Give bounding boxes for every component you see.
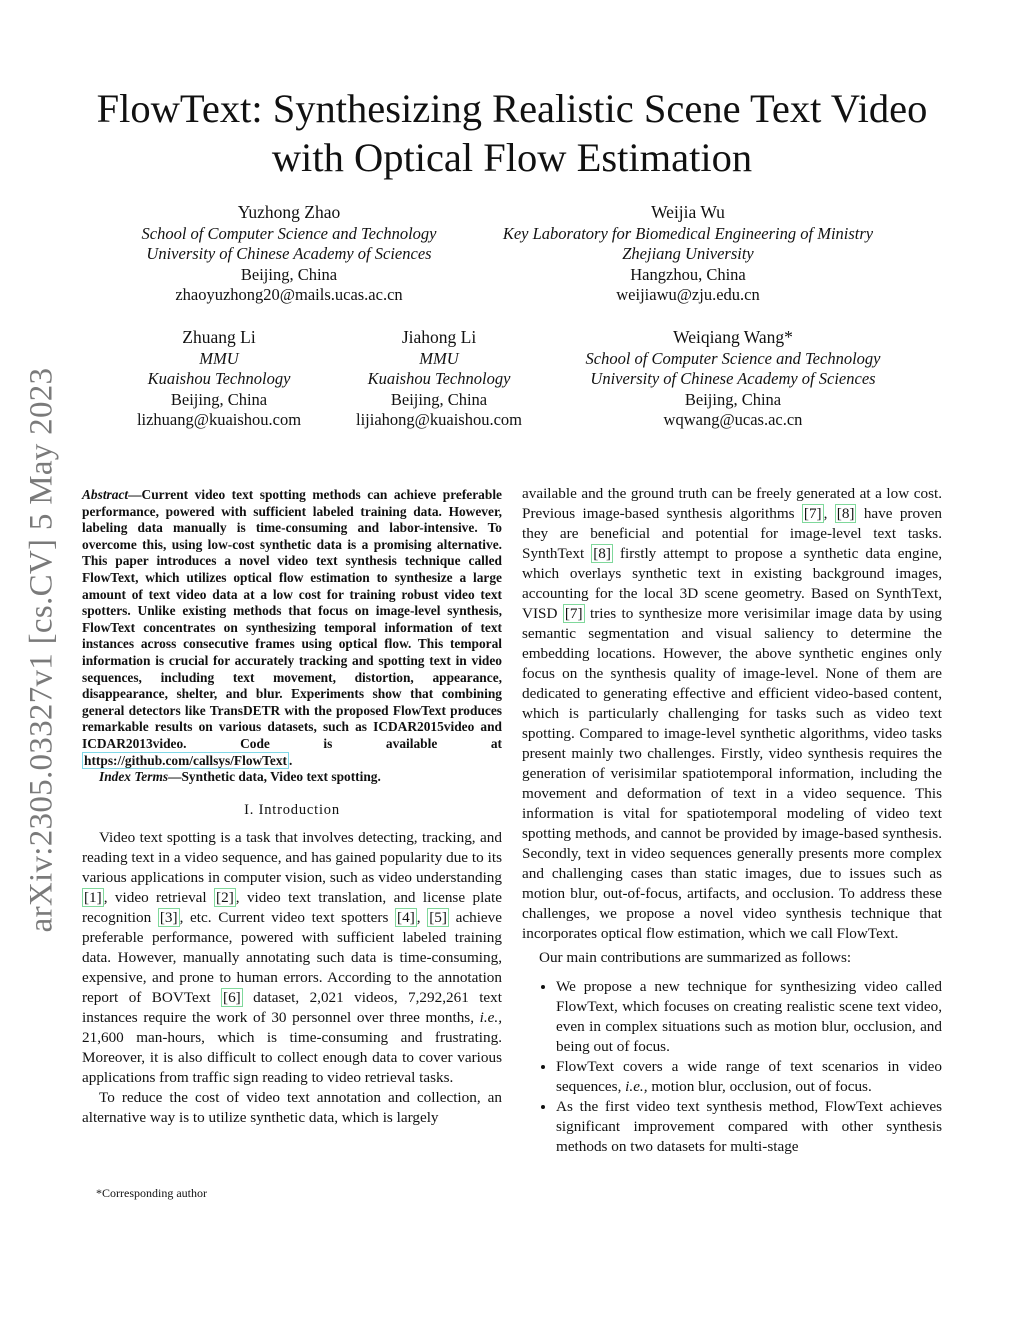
author-block xyxy=(110,202,468,306)
citation-link[interactable]: [3] xyxy=(159,908,178,926)
author-location: Beijing, China xyxy=(390,389,488,409)
text-run: , xyxy=(416,908,428,926)
author-email: weijiawu@zju.edu.cn xyxy=(616,285,760,304)
index-terms xyxy=(82,769,502,786)
author-affiliation: Zhejiang University xyxy=(622,244,754,263)
text-run: motion blur, occlusion, out of focus. xyxy=(647,1078,872,1095)
author-affiliation: MMU xyxy=(199,348,239,368)
right-paragraph-2: Our main contributions are summarized as follows: xyxy=(539,949,852,966)
citation-link[interactable]: [7] xyxy=(803,505,822,522)
author-name: Zhuang Li xyxy=(182,327,256,347)
author-affiliation: School of Computer Science and Technology xyxy=(585,348,881,368)
author-email: lijiahong@kuaishou.com xyxy=(356,410,522,429)
text-run: i.e., xyxy=(479,1008,502,1026)
text-run: i.e., xyxy=(625,1078,648,1095)
list-item: • As the first video text synthesis method, FlowText achieves significant improvement compared with other synthesis methods on two datasets for multi-stage xyxy=(556,1097,942,1157)
text-run: available and the ground truth can be freely generated at a low cost. Previous image-based synthesis algorithms xyxy=(522,485,942,522)
arxiv-stamp-text: arXiv:2305.03327v1 [cs.CV] 5 May 2023 xyxy=(23,367,60,933)
author-affiliation: Kuaishou Technology xyxy=(367,369,511,388)
list-item xyxy=(556,1057,942,1097)
author-location: Beijing, China xyxy=(240,264,338,284)
left-column xyxy=(82,487,502,1128)
text-run: dataset, 2,021 videos, 7,292,261 text instances require the work of 30 personnel over three months, xyxy=(82,988,502,1026)
author-block xyxy=(338,327,540,431)
footnote: *Corresponding author xyxy=(96,1186,207,1200)
index-terms-text: —Synthetic data, Video text spotting. xyxy=(168,769,381,785)
text-run: 21,600 man-hours, which is time-consuming and frustrating. Moreover, it is also difficult to collect enough data to cover various applications from traffic sign reading to video retrieval tasks. xyxy=(82,1028,502,1086)
text-run: firstly attempt to propose a synthetic data engine, which overlays synthetic text in existing background images, accounting for the local 3D scene geometry. Based on SynthText, VISD xyxy=(522,545,943,622)
citation-link[interactable]: [8] xyxy=(836,505,855,522)
text-run: FlowText covers a wide range of text scenarios in video sequences, xyxy=(556,1058,942,1095)
paper-title xyxy=(0,84,1024,182)
contributions-list xyxy=(522,977,942,1157)
text-run: have proven they are beneficial and potential for image-level text tasks. SynthText xyxy=(522,505,943,562)
list-item: • We propose a new technique for synthesizing video called FlowText, which focuses on creating realistic scene text video, even in complex situations such as motion blur, occlusion, and being out of focus. xyxy=(556,977,942,1057)
author-location: Beijing, China xyxy=(170,389,268,409)
right-paragraph-1 xyxy=(522,484,942,944)
text-run: , xyxy=(823,505,835,522)
section-heading: I. Introduction xyxy=(244,801,340,818)
abstract-label: Abstract xyxy=(82,487,129,502)
author-affiliation: School of Computer Science and Technology xyxy=(141,223,437,243)
abstract-text: —Current video text spotting methods can achieve preferable performance, powered with sufficient labeled training data. However, labeling data manually is time-consuming and labor-intensive. To overcome this, using low-cost synthetic data is a promising alternative. This paper introduces a novel video text synthesis technique called FlowText, which utilizes optical flow estimation to synthesize a large amount of text video data at a low cost for training robust video text spotters. Unlike existing methods that focus on image-level synthesis, FlowText concentrates on synthesizing temporal information of text instances across consecutive frames using optical flow. This temporal information is crucial for accurately tracking and spotting text in video sequences, including text movement, distortion, appearance, disappearance, shelter, and blur. Experiments show that combining general detectors like TransDETR with the proposed FlowText produces remarkable results on various datasets, such as ICDAR2015video and ICDAR2013video. Code is available at xyxy=(82,487,502,751)
author-name: Jiahong Li xyxy=(401,327,477,347)
text-run: achieve preferable performance, powered with sufficient labeled training data. However, manually annotating such data is time-consuming, expensive, and prone to human errors. According to the annotation report of BOVText xyxy=(82,908,502,1006)
author-affiliation: MMU xyxy=(419,348,459,368)
author-block xyxy=(558,327,908,431)
citation-link[interactable]: [6] xyxy=(223,988,241,1006)
text-run: tries to synthesize more verisimilar image data by using semantic segmentation and visual saliency to determine the embedding locations. However, the above synthetic engines only focus on the synthesis quality of image-level. None of them are dedicated to generating effective and efficient video-based content, which is particularly challenging for tasks such as video text spotting. Compared to image-level synthetic algorithms, video tasks present mainly two challenges. Firstly, video synthesis requires the generation of verisimilar spatiotemporal information, including the movement and deformation of text in a video sequence. This information is vital for spatiotemporal modeling of video text spotting methods, and cannot be provided by image-based synthesis. Secondly, text in video sequences generally presents more complex and challenging cases than static images, due to issues such as motion blur, out-of-focus, artifacts, and occlusion. To address these challenges, we propose a novel video synthesis technique that incorporates optical flow estimation, which we call FlowText. xyxy=(522,605,942,942)
citation-link[interactable]: [7] xyxy=(564,605,583,622)
author-name: Weijia Wu xyxy=(651,202,725,222)
author-affiliation: University of Chinese Academy of Sciences xyxy=(146,244,432,263)
author-block xyxy=(118,327,320,431)
index-terms-label: Index Terms xyxy=(99,769,169,785)
title-line-1: FlowText: Synthesizing Realistic Scene Text Video xyxy=(96,86,928,131)
author-email: wqwang@ucas.ac.cn xyxy=(663,410,803,429)
author-name: Weiqiang Wang* xyxy=(673,327,793,347)
author-location: Hangzhou, China xyxy=(630,264,746,284)
text-run: , video text translation, and license plate recognition xyxy=(82,888,502,926)
author-name: Yuzhong Zhao xyxy=(237,202,341,222)
citation-link[interactable]: [5] xyxy=(429,908,447,926)
abstract xyxy=(82,487,502,769)
author-affiliation: Kuaishou Technology xyxy=(147,369,291,388)
author-affiliation: University of Chinese Academy of Sciences xyxy=(590,369,876,388)
citation-link[interactable]: [1] xyxy=(84,888,102,906)
right-column xyxy=(522,484,942,1157)
title-line-2: with Optical Flow Estimation xyxy=(271,135,753,180)
text-run: Video text spotting is a task that involves detecting, tracking, and reading text in a video sequence, and has gained popularity due to its various applications in computer vision, such as video understanding xyxy=(82,828,502,886)
citation-link[interactable]: [8] xyxy=(593,545,611,562)
intro-paragraph-2: To reduce the cost of video text annotation and collection, an alternative way is to utilize synthetic data, which is largely xyxy=(82,1088,502,1126)
text-run: , etc. Current video text spotters xyxy=(179,908,396,926)
author-email: zhaoyuzhong20@mails.ucas.ac.cn xyxy=(175,285,403,304)
arxiv-stamp xyxy=(22,345,62,955)
code-link[interactable]: https://github.com/callsys/FlowText xyxy=(84,752,287,768)
author-location: Beijing, China xyxy=(684,389,782,409)
author-affiliation: Key Laboratory for Biomedical Engineering of Ministry xyxy=(502,223,874,243)
citation-link[interactable]: [2] xyxy=(216,888,234,906)
author-email: lizhuang@kuaishou.com xyxy=(136,410,302,429)
author-block xyxy=(478,202,898,306)
citation-link[interactable]: [4] xyxy=(397,908,415,926)
text-run: , video retrieval xyxy=(103,888,215,906)
intro-paragraph-1 xyxy=(82,828,502,1088)
abstract-end: . xyxy=(288,752,293,768)
